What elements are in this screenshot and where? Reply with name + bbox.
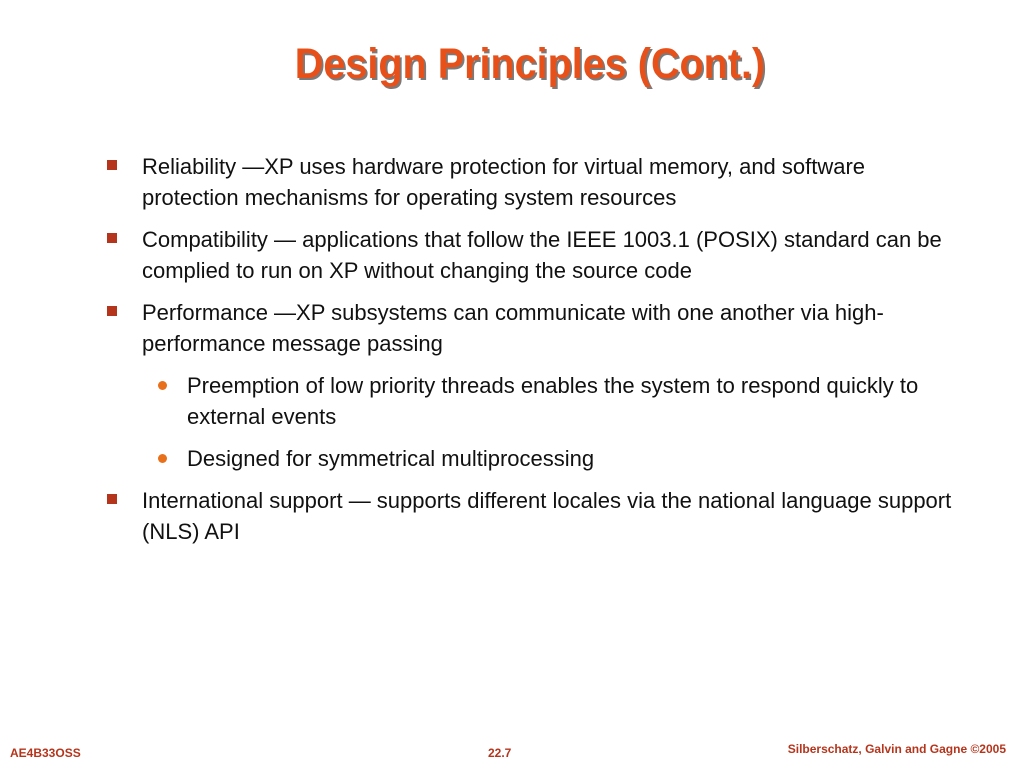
bullet-reliability — [101, 151, 961, 213]
square-bullet-icon — [107, 233, 117, 243]
square-bullet-icon — [107, 306, 117, 316]
square-bullet-icon — [107, 160, 117, 170]
bullet-text: Designed for symmetrical multiprocessing — [187, 446, 595, 471]
bullet-text: Performance —XP subsystems can communicate with one another via high-performance message passing — [142, 300, 884, 356]
round-bullet-icon — [158, 381, 167, 390]
bullet-text: International support — supports different locales via the national language support (NLS) API — [142, 488, 952, 544]
slide-title: Design Principles (Cont.) — [294, 40, 766, 88]
bullet-text: Reliability —XP uses hardware protection for virtual memory, and software protection mechanisms for operating system resources — [142, 154, 866, 210]
bullet-performance — [101, 297, 961, 359]
bullet-text: Preemption of low priority threads enables the system to respond quickly to external events — [187, 373, 919, 429]
footer-course-code: AE4B33OSS — [10, 746, 81, 760]
bullet-list — [101, 151, 961, 558]
bullet-text: Compatibility — applications that follow the IEEE 1003.1 (POSIX) standard can be complied to run on XP without changing the source code — [142, 227, 942, 283]
round-bullet-icon — [158, 454, 167, 463]
footer-copyright: Silberschatz, Galvin and Gagne ©2005 — [787, 742, 1006, 756]
sub-bullet-preemption — [146, 370, 961, 432]
sub-bullet-multiprocessing — [146, 443, 961, 474]
square-bullet-icon — [107, 494, 117, 504]
bullet-international-support — [101, 485, 961, 547]
bullet-compatibility — [101, 224, 961, 286]
footer-page-number: 22.7 — [488, 746, 512, 760]
